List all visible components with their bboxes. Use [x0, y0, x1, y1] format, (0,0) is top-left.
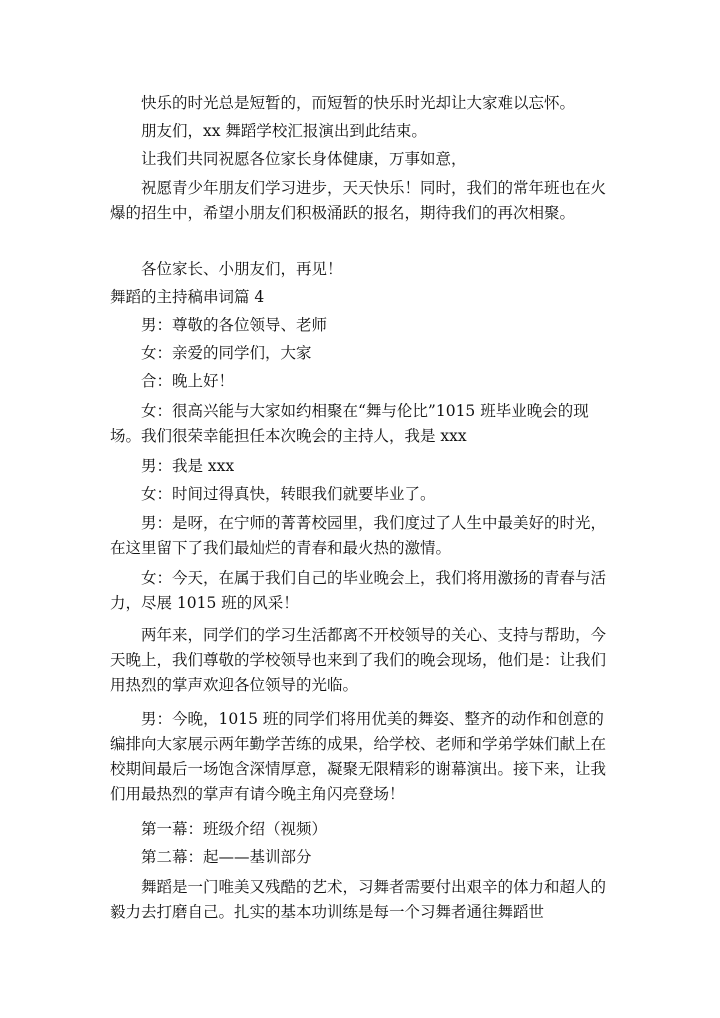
dialogue-line: 男：我是 xxx: [141, 457, 235, 475]
act-heading: 第二幕：起——基训部分: [141, 848, 312, 866]
dialogue-line: 女：很高兴能与大家如约相聚在“舞与伦比”1015 班毕业晚会的现场。我们很荣幸能担任本次晚会的主持人，我是 xxx: [110, 402, 589, 445]
dialogue-line: 女：今天，在属于我们自己的毕业晚会上，我们将用激扬的青春与活力，尽展 1015 班的风采！: [110, 569, 607, 612]
paragraph: 舞蹈是一门唯美又残酷的艺术，习舞者需要付出艰辛的体力和超人的毅力去打磨自己。扎实的基本功训练是每一个习舞者通往舞蹈世: [110, 878, 607, 921]
paragraph: 祝愿青少年朋友们学习进步，天天快乐！同时，我们的常年班也在火爆的招生中，希望小朋友们积极涌跃的报名，期待我们的再次相聚。: [110, 179, 607, 222]
paragraph: 快乐的时光总是短暂的，而短暂的快乐时光却让大家难以忘怀。: [141, 94, 576, 112]
dialogue-line: 女：亲爱的同学们，大家: [141, 344, 312, 362]
act-heading: 第一幕：班级介绍（视频）: [141, 820, 328, 838]
dialogue-line: 女：时间过得真快，转眼我们就要毕业了。: [141, 485, 436, 503]
dialogue-line: 男：今晚，1015 班的同学们将用优美的舞姿、整齐的动作和创意的编排向大家展示两年勤学苦练的成果，给学校、老师和学弟学妹们献上在校期间最后一场饱含深情厚意，凝聚无限精彩的谢幕演出。接下来，让我们用最热烈的掌声有请今晚主角闪亮登场！: [110, 710, 607, 803]
paragraph: 各位家长、小朋友们，再见！: [141, 260, 343, 278]
dialogue-line: 男：尊敬的各位领导、老师: [141, 316, 328, 334]
paragraph: 让我们共同祝愿各位家长身体健康，万事如意，: [141, 150, 467, 168]
dialogue-line: 男：是呀，在宁师的菁菁校园里，我们度过了人生中最美好的时光，在这里留下了我们最灿烂的青春和最火热的激情。: [110, 514, 607, 557]
paragraph: 朋友们，xx 舞蹈学校汇报演出到此结束。: [141, 122, 427, 140]
section-heading: 舞蹈的主持稿串词篇 4: [110, 288, 265, 306]
paragraph: 两年来，同学们的学习生活都离不开校领导的关心、支持与帮助，今天晚上，我们尊敬的学校领导也来到了我们的晚会现场，他们是：让我们用热烈的掌声欢迎各位领导的光临。: [110, 626, 607, 694]
dialogue-line: 合：晚上好！: [141, 372, 235, 390]
